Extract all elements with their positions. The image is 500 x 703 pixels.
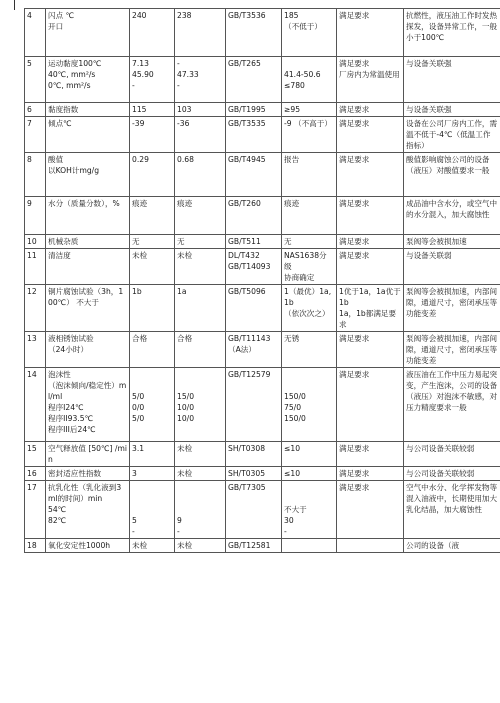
test-item-cell: 氧化安定性1000h bbox=[46, 539, 130, 553]
remark-cell: 酸值影响腐蚀公司的设备（液压）对酸值要求一般 bbox=[404, 153, 500, 197]
table-row bbox=[25, 197, 500, 235]
table-row bbox=[25, 285, 500, 332]
table-row bbox=[25, 103, 500, 117]
conclusion-cell: 满足要求 bbox=[337, 9, 404, 57]
test-method-cell: GB/T5096 bbox=[226, 285, 282, 332]
remark-cell: 空气中水分、化学挥发物等混入油液中，长期使用加大乳化结晶，加大腐蚀性 bbox=[404, 481, 500, 539]
sample-1-value-cell: 未检 bbox=[130, 249, 175, 285]
row-number-cell: 12 bbox=[25, 285, 46, 332]
row-number-cell: 11 bbox=[25, 249, 46, 285]
row-number-cell: 8 bbox=[25, 153, 46, 197]
row-number-cell: 15 bbox=[25, 442, 46, 467]
row-number-cell: 17 bbox=[25, 481, 46, 539]
test-method-cell: DL/T432 GB/T14093 bbox=[226, 249, 282, 285]
test-item-cell: 酸值 以KOH计mg/g bbox=[46, 153, 130, 197]
table-row bbox=[25, 153, 500, 197]
table-row bbox=[25, 57, 500, 103]
row-number-cell: 6 bbox=[25, 103, 46, 117]
test-item-cell: 水分（质量分数），% bbox=[46, 197, 130, 235]
table-row bbox=[25, 467, 500, 481]
test-item-cell: 泡沫性 （泡沫倾向/稳定性）ml/ml 程序I24℃ 程序II93.5℃ 程序III后24℃ bbox=[46, 368, 130, 442]
conclusion-cell: 满足要求 bbox=[337, 332, 404, 368]
conclusion-cell: 满足要求 bbox=[337, 117, 404, 153]
test-method-cell: GB/T11143 （A法） bbox=[226, 332, 282, 368]
sample-1-value-cell: 3.1 bbox=[130, 442, 175, 467]
remark-cell: 设备在公司厂房内工作，需温不低于-4℃（低温工作指标） bbox=[404, 117, 500, 153]
sample-1-value-cell: 5 - bbox=[130, 481, 175, 539]
test-method-cell: GB/T511 bbox=[226, 235, 282, 249]
spec-limit-cell: 痕迹 bbox=[282, 197, 337, 235]
spec-limit-cell: 不大于 30 - bbox=[282, 481, 337, 539]
sample-2-value-cell: 合格 bbox=[175, 332, 226, 368]
test-item-cell: 倾点℃ bbox=[46, 117, 130, 153]
table-row bbox=[25, 249, 500, 285]
row-number-cell: 18 bbox=[25, 539, 46, 553]
conclusion-cell: 满足要求 bbox=[337, 368, 404, 442]
sample-2-value-cell: 1a bbox=[175, 285, 226, 332]
sample-2-value-cell: 0.68 bbox=[175, 153, 226, 197]
conclusion-cell: 满足要求 bbox=[337, 153, 404, 197]
table-row bbox=[25, 539, 500, 553]
spec-limit-cell: ≤10 bbox=[282, 442, 337, 467]
test-item-cell: 机械杂质 bbox=[46, 235, 130, 249]
sample-1-value-cell: 未检 bbox=[130, 539, 175, 553]
oil-spec-table bbox=[24, 8, 500, 553]
remark-cell: 泵阀等会被损加速，内部间隙，通道尺寸，密闭承压等功能变差 bbox=[404, 332, 500, 368]
sample-2-value-cell: 痕迹 bbox=[175, 197, 226, 235]
table-row bbox=[25, 481, 500, 539]
table-row bbox=[25, 368, 500, 442]
spec-limit-cell: 150/0 75/0 150/0 bbox=[282, 368, 337, 442]
conclusion-cell: 满足要求 bbox=[337, 235, 404, 249]
sample-1-value-cell: 合格 bbox=[130, 332, 175, 368]
test-method-cell: GB/T265 bbox=[226, 57, 282, 103]
remark-cell: 泵阀等会被损加速 bbox=[404, 235, 500, 249]
test-method-cell: SH/T0305 bbox=[226, 467, 282, 481]
table-row bbox=[25, 332, 500, 368]
test-item-cell: 黏度指数 bbox=[46, 103, 130, 117]
sample-1-value-cell: -39 bbox=[130, 117, 175, 153]
test-method-cell: GB/T260 bbox=[226, 197, 282, 235]
sample-1-value-cell: 5/0 0/0 5/0 bbox=[130, 368, 175, 442]
spec-limit-cell: 1（最优）1a, 1b （依次次之） bbox=[282, 285, 337, 332]
sample-1-value-cell: 0.29 bbox=[130, 153, 175, 197]
sample-1-value-cell: 115 bbox=[130, 103, 175, 117]
conclusion-cell: 满足要求 厂房内为常温使用 bbox=[337, 57, 404, 103]
remark-cell: 与设备关联强 bbox=[404, 57, 500, 103]
table-body bbox=[25, 9, 500, 553]
test-method-cell: GB/T12581 bbox=[226, 539, 282, 553]
remark-cell: 成品油中含水分，或空气中的水分混入，加大腐蚀性 bbox=[404, 197, 500, 235]
sample-2-value-cell: 未检 bbox=[175, 539, 226, 553]
test-item-cell: 清洁度 bbox=[46, 249, 130, 285]
conclusion-cell bbox=[337, 539, 404, 553]
sample-2-value-cell: 103 bbox=[175, 103, 226, 117]
test-method-cell: GB/T3536 bbox=[226, 9, 282, 57]
sample-1-value-cell: 1b bbox=[130, 285, 175, 332]
remark-cell: 泵阀等会被损加速，内部间隙，通道尺寸，密闭承压等功能变差 bbox=[404, 285, 500, 332]
sample-2-value-cell: 9 - bbox=[175, 481, 226, 539]
remark-cell: 抗燃性，液压油工作时发热探发，设备异常工作，一般小于100℃ bbox=[404, 9, 500, 57]
test-item-cell: 铜片腐蚀试验（3h，100℃） 不大于 bbox=[46, 285, 130, 332]
table-row bbox=[25, 117, 500, 153]
remark-cell: 与设备关联弱 bbox=[404, 249, 500, 285]
spec-limit-cell bbox=[282, 539, 337, 553]
row-number-cell: 13 bbox=[25, 332, 46, 368]
remark-cell: 与设备关联强 bbox=[404, 103, 500, 117]
test-item-cell: 空气释放值 [50℃] /min bbox=[46, 442, 130, 467]
row-number-cell: 5 bbox=[25, 57, 46, 103]
conclusion-cell: 满足要求 bbox=[337, 249, 404, 285]
test-method-cell: GB/T7305 bbox=[226, 481, 282, 539]
row-number-cell: 16 bbox=[25, 467, 46, 481]
spec-limit-cell: 41.4-50.6 ≤780 bbox=[282, 57, 337, 103]
spec-limit-cell: ≤10 bbox=[282, 467, 337, 481]
test-method-cell: GB/T12579 bbox=[226, 368, 282, 442]
test-item-cell: 抗乳化性（乳化液到3ml的时间）min 54℃ 82℃ bbox=[46, 481, 130, 539]
conclusion-cell: 满足要求 bbox=[337, 467, 404, 481]
table-row bbox=[25, 442, 500, 467]
remark-cell: 液压油在工作中压力易起突变，产生泡沫，公司的设备（液压）对泡沫不敏感，对压力精度要求一般 bbox=[404, 368, 500, 442]
row-number-cell: 9 bbox=[25, 197, 46, 235]
remark-cell: 与公司设备关联较弱 bbox=[404, 442, 500, 467]
sample-2-value-cell: 未检 bbox=[175, 442, 226, 467]
conclusion-cell: 满足要求 bbox=[337, 481, 404, 539]
spec-limit-cell: 报告 bbox=[282, 153, 337, 197]
sample-1-value-cell: 痕迹 bbox=[130, 197, 175, 235]
sample-2-value-cell: - 47.33 - bbox=[175, 57, 226, 103]
sample-2-value-cell: 未检 bbox=[175, 467, 226, 481]
row-number-cell: 7 bbox=[25, 117, 46, 153]
conclusion-cell: 1优于1a，1a优于1b 1a，1b都满足要求 bbox=[337, 285, 404, 332]
conclusion-cell: 满足要求 bbox=[337, 442, 404, 467]
sample-1-value-cell: 无 bbox=[130, 235, 175, 249]
remark-cell: 公司的设备（液 bbox=[404, 539, 500, 553]
spec-limit-cell: ≥95 bbox=[282, 103, 337, 117]
spec-limit-cell: NAS1638分级 协商确定 bbox=[282, 249, 337, 285]
row-number-cell: 10 bbox=[25, 235, 46, 249]
table-row bbox=[25, 235, 500, 249]
conclusion-cell: 满足要求 bbox=[337, 103, 404, 117]
spec-limit-cell: 185 （不低于） bbox=[282, 9, 337, 57]
test-item-cell: 密封适应性指数 bbox=[46, 467, 130, 481]
sample-2-value-cell: 15/0 10/0 10/0 bbox=[175, 368, 226, 442]
test-item-cell: 液相锈蚀试验 （24小时） bbox=[46, 332, 130, 368]
test-method-cell: SH/T0308 bbox=[226, 442, 282, 467]
page-edge-mark bbox=[14, 0, 15, 10]
row-number-cell: 14 bbox=[25, 368, 46, 442]
sample-1-value-cell: 240 bbox=[130, 9, 175, 57]
row-number-cell: 4 bbox=[25, 9, 46, 57]
sample-2-value-cell: 未检 bbox=[175, 249, 226, 285]
spec-limit-cell: 无 bbox=[282, 235, 337, 249]
test-method-cell: GB/T1995 bbox=[226, 103, 282, 117]
sample-2-value-cell: 无 bbox=[175, 235, 226, 249]
test-item-cell: 运动黏度100℃ 40℃, mm²/s 0℃, mm²/s bbox=[46, 57, 130, 103]
sample-1-value-cell: 3 bbox=[130, 467, 175, 481]
sample-2-value-cell: -36 bbox=[175, 117, 226, 153]
test-method-cell: GB/T4945 bbox=[226, 153, 282, 197]
sample-1-value-cell: 7.13 45.90 - bbox=[130, 57, 175, 103]
conclusion-cell: 满足要求 bbox=[337, 197, 404, 235]
spec-limit-cell: 无锈 bbox=[282, 332, 337, 368]
sample-2-value-cell: 238 bbox=[175, 9, 226, 57]
spec-limit-cell: -9 （不高于） bbox=[282, 117, 337, 153]
test-method-cell: GB/T3535 bbox=[226, 117, 282, 153]
remark-cell: 与公司设备关联较弱 bbox=[404, 467, 500, 481]
test-item-cell: 闪点 ℃ 开口 bbox=[46, 9, 130, 57]
table-row bbox=[25, 9, 500, 57]
